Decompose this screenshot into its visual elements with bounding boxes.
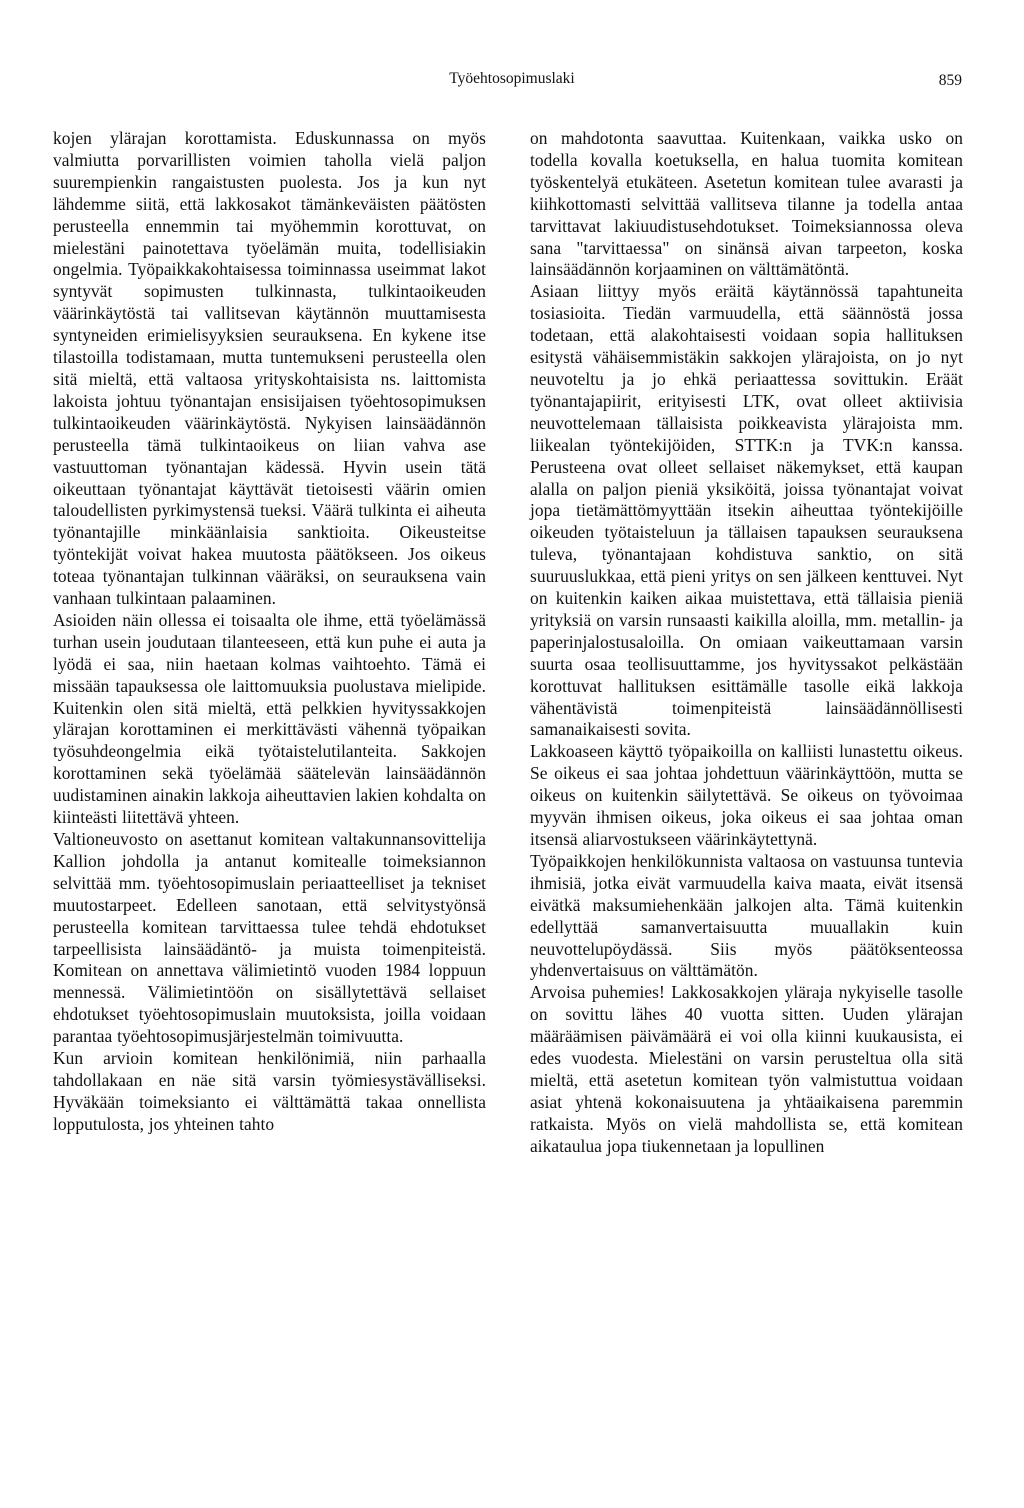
paragraph: Kun arvioin komitean henkilönimiä, niin parhaalla tahdollakaan en näe sitä varsin työmiesystävälliseksi. Hyväkään toimeksianto ei välttämättä takaa onnellista lopputulosta, jos yhteinen tahto — [53, 1048, 486, 1134]
paragraph: Arvoisa puhemies! Lakkosakkojen yläraja nykyiselle tasolle on sovittu lähes 40 vuotta sitten. Uuden ylärajan määräämisen päivämäärä ei voi olla kiinni kuukausista, ei edes vuodesta. Mielestäni on varsin perusteltua olla sitä mieltä, että asetetun komitean työn valmistuttua voidaan asiat yhtenä kokonaisuutena ja yhtäaikaisena paremmin ratkaista. Myös on vielä mahdollista se, että komitean aikataulua jopa tiukennetaan ja lopullinen — [530, 982, 963, 1156]
paragraph: Lakkoaseen käyttö työpaikoilla on kalliisti lunastettu oikeus. Se oikeus ei saa johtaa johdettuun väärinkäyttöön, mutta se oikeus on kuitenkin säilytettävä. Se oikeus on työvoimaa myyvän ihmisen oikeus, joka oikeus ei saa johtaa oman itsensä aliarvostukseen väärinkäytettynä. — [530, 741, 963, 849]
paragraph: Asiaan liittyy myös eräitä käytännössä tapahtuneita tosiasioita. Tiedän varmuudella, että säännöstä jossa todetaan, että alakohtaisesti voidaan sopia hallituksen esitystä vähäisemmistäkin sakkojen ylärajoista, on jo nyt neuvoteltu ja jo ehkä periaattessa sovittukin. Eräät työnantajapiirit, erityisesti LTK, ovat olleet aktiivisia neuvottelemaan tällaisista poikkeavista ylärajoista mm. liikealan työntekijöiden, STTK:n ja TVK:n kanssa. Perusteena ovat olleet sellaiset näkemykset, että kaupan alalla on paljon pieniä yksiköitä, joissa työnantajat voivat jopa tietämättömyyttään itsekin aiheuttaa työntekijöille oikeuden työtaisteluun ja tällaisen tapauksen seurauksena tuleva, työnantajaan kohdistuva sanktio, on sitä suuruuslukkaa, että pieni yritys on sen jälkeen kenttuvei. Nyt on kuitenkin kaiken aikaa muistettava, että tällaisia pieniä yrityksiä on varsin runsaasti kaikilla aloilla, mm. metallin- ja paperinjalostusaloilla. On omiaan vaikeuttamaan varsin suurta osaa teollisuuttamme, jos hyvityssakot pelkästään korottuvat hallituksen esittämälle tasolle eikä lakkoja vähentävistä toimenpiteistä lainsäädännöllisesti samanaikaisesti sovita. — [530, 281, 963, 740]
left-column — [53, 128, 486, 1136]
page-header — [0, 70, 1024, 94]
paragraph: Työpaikkojen henkilökunnista valtaosa on vastuunsa tuntevia ihmisiä, jotka eivät varmuudella kaiva maata, eivät itsensä eivätkä maksumiehenkään jalkojen alta. Tämä kuitenkin edellyttää samanvertaisuutta muuallakin kuin neuvottelupöydässä. Siis myös päätöksenteossa yhdenvertaisuus on välttämätön. — [530, 850, 963, 981]
paragraph: kojen ylärajan korottamista. Eduskunnassa on myös valmiutta porvarillisten voimien taholla vielä paljon suurempienkin rangaistusten puolesta. Jos ja kun nyt lähdemme siitä, että lakkosakot tämänkeväisten päätösten perusteella ennemmin tai myöhemmin korottuvat, on mielestäni painotettava työelämän muita, todellisiakin ongelmia. Työpaikkakohtaisessa toiminnassa useimmat lakot syntyvät sopimusten tulkinnasta, tulkintaoikeuden väärinkäytöstä tai vallitsevan käytännön muuttamisesta syntyneiden erimielisyyksien seurauksena. En kykene itse tilastoilla todistamaan, mutta tuntemukseni perusteella olen sitä mieltä, että valtaosa yrityskohtaisista ns. laittomista lakoista johtuu työnantajan ensisijaisen työehtosopimuksen tulkintaoikeuden väärinkäytöstä. Nykyisen lainsäädännön perusteella tämä tulkintaoikeus on liian vahva ase vastuuttoman työnantajan kädessä. Hyvin usein tätä oikeuttaan työnantajat käyttävät tietoisesti väärin omien taloudellisten pyrkimystensä tueksi. Väärä tulkinta ei aiheuta työnantajille minkäänlaisia sanktioita. Oikeusteitse työntekijät voivat hakea muutosta päätökseen. Jos oikeus toteaa työnantajan tulkinnan vääräksi, on seurauksena vain vanhaan tulkintaan palaaminen. — [53, 128, 486, 609]
paragraph: Valtioneuvosto on asettanut komitean valtakunnansovittelija Kallion johdolla ja antanut komitealle toimeksiannon selvittää mm. työehtosopimuslain periaatteelliset ja tekniset muutostarpeet. Edelleen sanotaan, että selvitystyönsä perusteella komitean tarvittaessa tulee tehdä ehdotukset tarpeellisista lainsäädäntö- ja muista toimenpiteistä. Komitean on annettava välimietintö vuoden 1984 loppuun mennessä. Välimietintöön on sisällytettävä sellaiset ehdotukset työehtosopimuslain muutoksista, joilla voidaan parantaa työehtosopimusjärjestelmän toimivuutta. — [53, 829, 486, 1047]
paragraph: on mahdotonta saavuttaa. Kuitenkaan, vaikka usko on todella kovalla koetuksella, en halua tuomita komitean työskentelyä etukäteen. Asetetun komitean tulee avarasti ja kiihkottomasti selvittää vallitseva tilanne ja todella antaa tarvittavat lakiuudistusehdotukset. Toimeksiannossa oleva sana "tarvittaessa" on sinänsä aivan tarpeeton, koska lainsäädännön korjaaminen on välttämätöntä. — [530, 128, 963, 280]
paragraph: Asioiden näin ollessa ei toisaalta ole ihme, että työelämässä turhan usein joudutaan tilanteeseen, että kun puhe ei auta ja lyödä ei saa, niin haetaan kolmas vaihtoehto. Tämä ei missään tapauksessa ole laittomuuksia puolustava mielipide. Kuitenkin olen sitä mieltä, että pelkkien hyvityssakkojen ylärajan korottaminen ei merkittävästi vähennä työpaikan työsuhdeongelmia eikä työtaistelutilanteita. Sakkojen korottaminen sekä työelämää säätelevän lainsäädännön uudistaminen ainakin lakkoja aiheuttavien lakien kohdalta on kiinteästi liitettävä yhteen. — [53, 609, 486, 828]
right-column — [530, 128, 963, 1158]
running-title: Työehtosopimuslaki — [449, 70, 575, 87]
page-number: 859 — [938, 72, 962, 89]
